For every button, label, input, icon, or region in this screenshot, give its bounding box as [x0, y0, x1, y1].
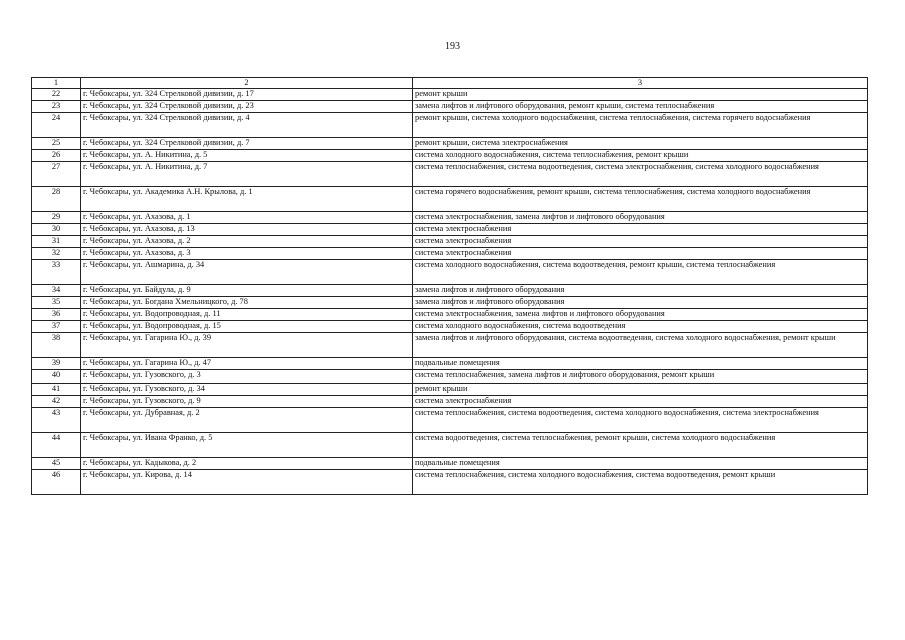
works-cell: ремонт крыши, система холодного водоснабжения, система теплоснабжения, система горячего водоснабжения [413, 113, 868, 138]
works-cell: подвальные помещения [413, 358, 868, 370]
address-cell: г. Чебоксары, ул. Ахазова, д. 13 [81, 224, 413, 236]
table-row [32, 187, 868, 212]
works-cell: ремонт крыши, система электроснабжения [413, 138, 868, 150]
works-cell: система электроснабжения, замена лифтов и лифтового оборудования [413, 309, 868, 321]
table-row [32, 321, 868, 333]
works-cell: ремонт крыши [413, 384, 868, 396]
address-cell: г. Чебоксары, ул. Гузовского, д. 9 [81, 396, 413, 408]
works-cell: система теплоснабжения, система водоотведения, система электроснабжения, система холодного водоснабжения [413, 162, 868, 187]
row-number-cell: 46 [32, 470, 81, 495]
address-cell: г. Чебоксары, ул. Ахазова, д. 3 [81, 248, 413, 260]
row-number-cell: 39 [32, 358, 81, 370]
table-row [32, 138, 868, 150]
row-number-cell: 31 [32, 236, 81, 248]
row-number-cell: 37 [32, 321, 81, 333]
address-cell: г. Чебоксары, ул. 324 Стрелковой дивизии, д. 23 [81, 101, 413, 113]
table-row [32, 101, 868, 113]
address-cell: г. Чебоксары, ул. Водопроводная, д. 15 [81, 321, 413, 333]
row-number-cell: 25 [32, 138, 81, 150]
table-row [32, 285, 868, 297]
table-row [32, 260, 868, 285]
address-cell: г. Чебоксары, ул. Дубравная, д. 2 [81, 408, 413, 433]
works-cell: система холодного водоснабжения, система теплоснабжения, ремонт крыши [413, 150, 868, 162]
address-cell: г. Чебоксары, ул. Богдана Хмельницкого, д. 78 [81, 297, 413, 309]
table-row [32, 212, 868, 224]
row-number-cell: 41 [32, 384, 81, 396]
address-cell: г. Чебоксары, ул. Ивана Франко, д. 5 [81, 433, 413, 458]
works-cell: система теплоснабжения, замена лифтов и лифтового оборудования, ремонт крыши [413, 370, 868, 384]
works-cell: система электроснабжения [413, 248, 868, 260]
table-row [32, 162, 868, 187]
table-row [32, 358, 868, 370]
address-cell: г. Чебоксары, ул. Академика А.Н. Крылова, д. 1 [81, 187, 413, 212]
table-row [32, 297, 868, 309]
page-number: 193 [445, 41, 460, 52]
works-cell: система теплоснабжения, система холодного водоснабжения, система водоотведения, ремонт крыши [413, 470, 868, 495]
table-row [32, 236, 868, 248]
header-row [32, 78, 868, 89]
row-number-cell: 22 [32, 89, 81, 101]
row-number-cell: 28 [32, 187, 81, 212]
row-number-cell: 36 [32, 309, 81, 321]
works-cell: система холодного водоснабжения, система водоотведения [413, 321, 868, 333]
table-row [32, 396, 868, 408]
works-cell: система холодного водоснабжения, система водоотведения, ремонт крыши, система теплоснабжения [413, 260, 868, 285]
address-cell: г. Чебоксары, ул. 324 Стрелковой дивизии, д. 4 [81, 113, 413, 138]
address-cell: г. Чебоксары, ул. Ахазова, д. 2 [81, 236, 413, 248]
table-row [32, 113, 868, 138]
table-row [32, 384, 868, 396]
address-cell: г. Чебоксары, ул. А. Никитина, д. 7 [81, 162, 413, 187]
works-cell: система электроснабжения [413, 224, 868, 236]
row-number-cell: 27 [32, 162, 81, 187]
works-cell: система электроснабжения [413, 396, 868, 408]
registry-table-body [32, 78, 868, 495]
address-cell: г. Чебоксары, ул. 324 Стрелковой дивизии, д. 17 [81, 89, 413, 101]
table-row [32, 370, 868, 384]
header-cell-number: 1 [32, 78, 81, 89]
table-row [32, 433, 868, 458]
row-number-cell: 40 [32, 370, 81, 384]
table-row [32, 470, 868, 495]
works-cell: замена лифтов и лифтового оборудования, ремонт крыши, система теплоснабжения [413, 101, 868, 113]
address-cell: г. Чебоксары, ул. Кирова, д. 14 [81, 470, 413, 495]
address-cell: г. Чебоксары, ул. Водопроводная, д. 11 [81, 309, 413, 321]
works-cell: замена лифтов и лифтового оборудования [413, 285, 868, 297]
works-cell: система электроснабжения, замена лифтов и лифтового оборудования [413, 212, 868, 224]
registry-table [31, 77, 868, 495]
table-row [32, 458, 868, 470]
table-row [32, 224, 868, 236]
table-row [32, 309, 868, 321]
works-cell: система электроснабжения [413, 236, 868, 248]
works-cell: подвальные помещения [413, 458, 868, 470]
table-row [32, 150, 868, 162]
works-cell: замена лифтов и лифтового оборудования [413, 297, 868, 309]
address-cell: г. Чебоксары, ул. 324 Стрелковой дивизии, д. 7 [81, 138, 413, 150]
row-number-cell: 30 [32, 224, 81, 236]
row-number-cell: 43 [32, 408, 81, 433]
row-number-cell: 32 [32, 248, 81, 260]
row-number-cell: 42 [32, 396, 81, 408]
row-number-cell: 26 [32, 150, 81, 162]
table-row [32, 333, 868, 358]
table-row [32, 408, 868, 433]
address-cell: г. Чебоксары, ул. Байдула, д. 9 [81, 285, 413, 297]
address-cell: г. Чебоксары, ул. Гагарина Ю., д. 39 [81, 333, 413, 358]
header-cell-address: 2 [81, 78, 413, 89]
table-row [32, 89, 868, 101]
address-cell: г. Чебоксары, ул. Гузовского, д. 3 [81, 370, 413, 384]
works-cell: ремонт крыши [413, 89, 868, 101]
address-cell: г. Чебоксары, ул. А. Никитина, д. 5 [81, 150, 413, 162]
table-row [32, 248, 868, 260]
row-number-cell: 34 [32, 285, 81, 297]
header-cell-works: 3 [413, 78, 868, 89]
row-number-cell: 38 [32, 333, 81, 358]
row-number-cell: 44 [32, 433, 81, 458]
row-number-cell: 35 [32, 297, 81, 309]
works-cell: система теплоснабжения, система водоотведения, система холодного водоснабжения, система электроснабжения [413, 408, 868, 433]
address-cell: г. Чебоксары, ул. Ашмарина, д. 34 [81, 260, 413, 285]
works-cell: система водоотведения, система теплоснабжения, ремонт крыши, система холодного водоснабжения [413, 433, 868, 458]
row-number-cell: 45 [32, 458, 81, 470]
works-cell: замена лифтов и лифтового оборудования, система водоотведения, система холодного водоснабжения, ремонт крыши [413, 333, 868, 358]
address-cell: г. Чебоксары, ул. Гагарина Ю., д. 47 [81, 358, 413, 370]
row-number-cell: 24 [32, 113, 81, 138]
address-cell: г. Чебоксары, ул. Кадыкова, д. 2 [81, 458, 413, 470]
works-cell: система горячего водоснабжения, ремонт крыши, система теплоснабжения, система холодного водоснабжения [413, 187, 868, 212]
address-cell: г. Чебоксары, ул. Ахазова, д. 1 [81, 212, 413, 224]
row-number-cell: 29 [32, 212, 81, 224]
row-number-cell: 33 [32, 260, 81, 285]
row-number-cell: 23 [32, 101, 81, 113]
address-cell: г. Чебоксары, ул. Гузовского, д. 34 [81, 384, 413, 396]
